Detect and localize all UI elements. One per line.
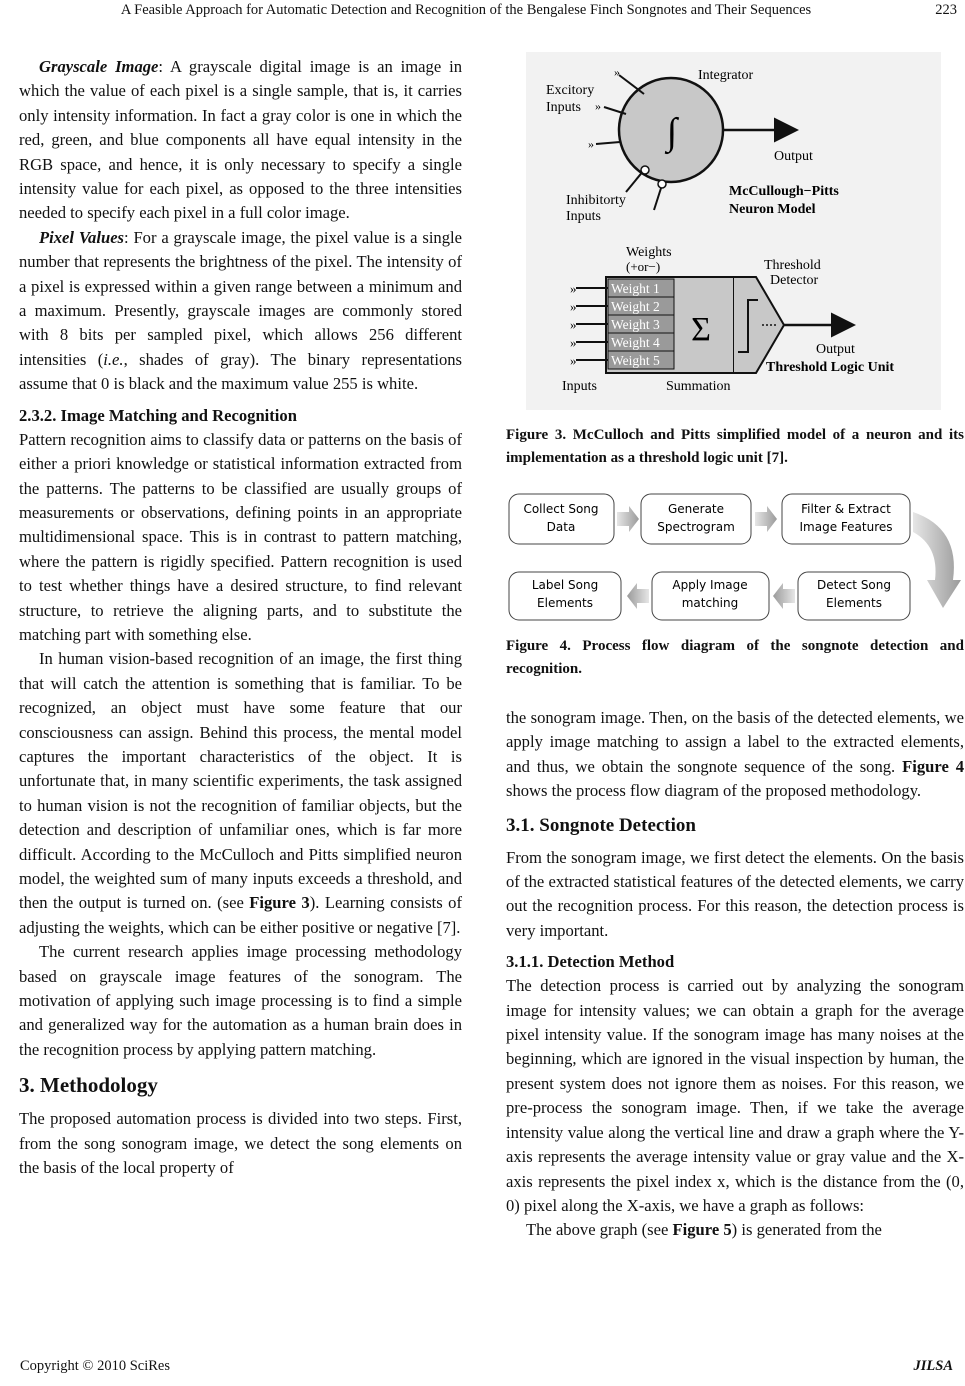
running-title: A Feasible Approach for Automatic Detection and Recognition of the Bengalese Finch Songnotes and Their Sequences — [120, 2, 812, 18]
paragraph-grayscale — [19, 55, 462, 226]
label-output-bottom: Output — [816, 342, 855, 357]
paragraph-text: In human vision-based recognition of an image, the first thing that will catch the attention is something that is familiar. To be recognized, an object must have some feature that our consciousness can assign. Behind this process, the mental model captures the important characteristics of the object. It is unfortunate that, in many scientific experiments, the task assigned to human vision is not the recognition of familiar objects, but the detection and description of unfamiliar ones, which is far more difficult. According to the McCulloch and Pitts simplified neuron model, the weighted sum of many inputs exceeds a threshold, and then the output is turned on. (see — [19, 649, 462, 913]
inhibitory-input-line — [626, 170, 644, 192]
neuron-model-svg — [526, 52, 941, 410]
paragraph-human-vision — [19, 647, 462, 940]
right-column-captions-b — [506, 635, 964, 681]
paragraph-songnote-detection: From the sonogram image, we first detect the elements. On the basis of the extracted statistical features of the detected elements, we carry out the recognition process. For this reason, the detection process is very important. — [506, 847, 964, 940]
svg-text:»: » — [570, 335, 577, 350]
flow-arrow-curved — [913, 512, 961, 608]
heading-3-1: 3.1. Songnote Detection — [506, 814, 696, 836]
flow-box-4-line-1: Label Song — [531, 578, 599, 592]
input-feather-mark: » — [614, 65, 620, 79]
label-excitory-inputs: Inputs — [546, 100, 581, 115]
svg-text:»: » — [570, 317, 577, 332]
label-model-name: McCullough−Pitts — [729, 184, 839, 199]
running-header — [0, 2, 965, 24]
svg-text:»: » — [570, 299, 577, 314]
weight-rows — [608, 279, 674, 369]
label-inhibitory-inputs: Inputs — [566, 209, 601, 224]
flow-box-3-line-2: Image Features — [799, 520, 893, 534]
figure-3-diagram — [526, 52, 941, 410]
flow-arrow-left — [627, 583, 649, 609]
flow-box-5-line-1: Apply Image — [672, 578, 748, 592]
right-column-captions-a — [506, 424, 964, 470]
term-grayscale-image: Grayscale Image — [39, 57, 159, 76]
abbrev-ie: i.e. — [103, 349, 124, 369]
copyright-notice: Copyright © 2010 SciRes — [20, 1358, 170, 1374]
svg-text:»: » — [570, 281, 577, 296]
flow-box-3-line-1: Filter & Extract — [801, 502, 891, 516]
paragraph-pixel-values — [19, 226, 462, 397]
inhibitory-input-line — [654, 185, 662, 210]
weight-label-4: Weight 4 — [611, 335, 660, 350]
tlu-input-arrows — [576, 288, 608, 360]
svg-text:»: » — [570, 353, 577, 368]
paragraph-detection-method: The detection process is carried out by analyzing the sonogram image for intensity values; we can obtain a graph for the average pixel intensity value. If the sonogram image has many noises at the beginning, which are ignored in the visual inspection by human, the present system does not ignore them as noises. For this reason, we pre-process the sonogram image. Then, if we take the average intensity value along the vertical line and draw a graph where the Y-axis represents the average intensity value or gray value and the X-axis represents the pixel index x, which is the distance from the (0, 0) pixel along the X-axis, we have a graph as follows: — [506, 976, 964, 1215]
paragraph-text: : A grayscale digital image is an image in which the value of each pixel is a single sample, that is, it carries only intensity information. In fact a gray color is one in which the red, green, and blue components all have equal intensity in the RGB space, and hence, it is only necessary to specify a single intensity value for each pixel, as opposed to the three intensities needed to specify each pixel in a full color image. — [19, 57, 462, 223]
paragraph-text: ). Learning consists of adjusting the weights, which can be either positive or negative [7]. — [19, 893, 462, 937]
weight-label-2: Weight 2 — [611, 299, 660, 314]
paragraph-proposed-automation: The proposed automation process is divided into two steps. First, from the song sonogram image, we detect the song elements on the basis of the local property of — [19, 1109, 462, 1178]
heading-3-1-1: 3.1.1. Detection Method — [506, 952, 675, 972]
page-number: 223 — [935, 2, 957, 18]
excitory-input-line — [596, 142, 620, 144]
weight-label-3: Weight 3 — [611, 317, 660, 332]
process-flow-svg — [505, 488, 965, 626]
inhibitory-node — [641, 166, 649, 174]
heading-methodology: 3. Methodology — [19, 1073, 158, 1098]
excitory-input-line — [619, 75, 644, 94]
label-threshold: Threshold — [764, 258, 821, 273]
tlu-input-feathers — [570, 281, 577, 368]
paragraph-above-graph — [506, 1218, 964, 1242]
label-excitory: Excitory — [546, 83, 595, 98]
figure-4-link[interactable]: Figure 4 — [902, 756, 964, 776]
paragraph-pattern-recognition: Pattern recognition aims to classify data or patterns on the basis of either a priori knowledge or statistical information extracted from the patterns. The patterns to be classified are usually groups of measurements or observations, defining points in an appropriate multidimensional space. This is in contrast to pattern matching, where the pattern is rigidly specified. Pattern recognition is used to test whether things have a desired structure, to find relevant structure, to retrieve the aligning parts, and to substitute the matching part with something else. — [19, 429, 462, 644]
figure-4-diagram — [505, 488, 965, 626]
label-inhibitory: Inhibitorty — [566, 193, 626, 208]
paragraph-text: shows the process flow diagram of the proposed methodology. — [506, 781, 922, 801]
label-model-name-2: Neuron Model — [729, 202, 816, 217]
label-output-top: Output — [774, 149, 813, 164]
weight-label-1: Weight 1 — [611, 281, 660, 296]
input-feather-mark: » — [588, 137, 594, 151]
sigma-symbol: Σ — [691, 311, 711, 348]
paragraph-text: The above graph (see — [526, 1220, 673, 1240]
input-feather-mark: » — [595, 99, 601, 113]
paragraph-text: : For a grayscale image, the pixel value is a single number that represents the brightness of the pixel. The intensity of a pixel is expressed within a given range between a minimum and a maximum. Presently, grayscale images are commonly stored with 8 bits per sampled pixel, which allows 256 different intensities ( — [19, 227, 463, 369]
threshold-detector-shape — [734, 277, 784, 373]
flow-box-6-line-2: Elements — [826, 596, 882, 610]
flow-box-5-line-2: matching — [681, 596, 739, 610]
paragraph-sonogram — [506, 706, 964, 804]
flow-box-1-line-1: Collect Song — [523, 502, 599, 516]
integral-symbol: ∫ — [666, 111, 678, 153]
label-integrator: Integrator — [698, 68, 754, 83]
flow-box-2-line-2: Spectrogram — [657, 520, 735, 534]
left-column — [19, 55, 462, 1180]
right-column-body — [506, 706, 964, 1243]
label-inputs: Inputs — [562, 379, 597, 394]
paragraph-current-research: The current research applies image processing methodology based on grayscale image features of the sonogram. The motivation of applying such image processing is to find a simple and generalized way for the automation as a human brain does in the recognition process by applying pattern matching. — [19, 942, 462, 1059]
flow-box-1-line-2: Data — [546, 520, 576, 534]
label-detector: Detector — [770, 273, 819, 288]
flow-arrow-right — [617, 506, 639, 532]
term-pixel-values: Pixel Values — [39, 227, 125, 247]
paragraph-text: the sonogram image. Then, on the basis of the detected elements, we apply image matching to assign a label to the extracted elements, and thus, we obtain the songnote sequence of the song. — [506, 708, 964, 776]
flow-box-2-line-1: Generate — [667, 502, 725, 516]
heading-2-3-2: 2.3.2. Image Matching and Recognition — [19, 405, 297, 425]
flow-arrow-right — [755, 506, 777, 532]
label-weights: Weights — [626, 245, 672, 260]
label-weights-sign: (+or−) — [626, 259, 661, 274]
label-summation: Summation — [666, 379, 731, 394]
journal-name: JILSA — [913, 1358, 953, 1374]
figure-3-caption: Figure 3. McCulloch and Pitts simplified model of a neuron and its implementation as a threshold logic unit [7]. — [506, 427, 964, 466]
inhibitory-node — [658, 180, 666, 188]
figure-4-caption: Figure 4. Process flow diagram of the songnote detection and recognition. — [506, 638, 964, 677]
flow-box-4-line-2: Elements — [537, 596, 593, 610]
figure-3-link[interactable]: Figure 3 — [249, 893, 310, 913]
figure-5-link[interactable]: Figure 5 — [672, 1220, 732, 1240]
flow-arrow-left — [773, 583, 795, 609]
weight-label-5: Weight 5 — [611, 353, 660, 368]
paragraph-text: ) is generated from the — [731, 1220, 882, 1240]
label-tlu: Threshold Logic Unit — [766, 360, 895, 375]
paragraph-text: , shades of gray). The binary representations assume that 0 is black and the maximum value 255 is white. — [19, 349, 462, 394]
flow-box-6-line-1: Detect Song — [816, 578, 892, 592]
